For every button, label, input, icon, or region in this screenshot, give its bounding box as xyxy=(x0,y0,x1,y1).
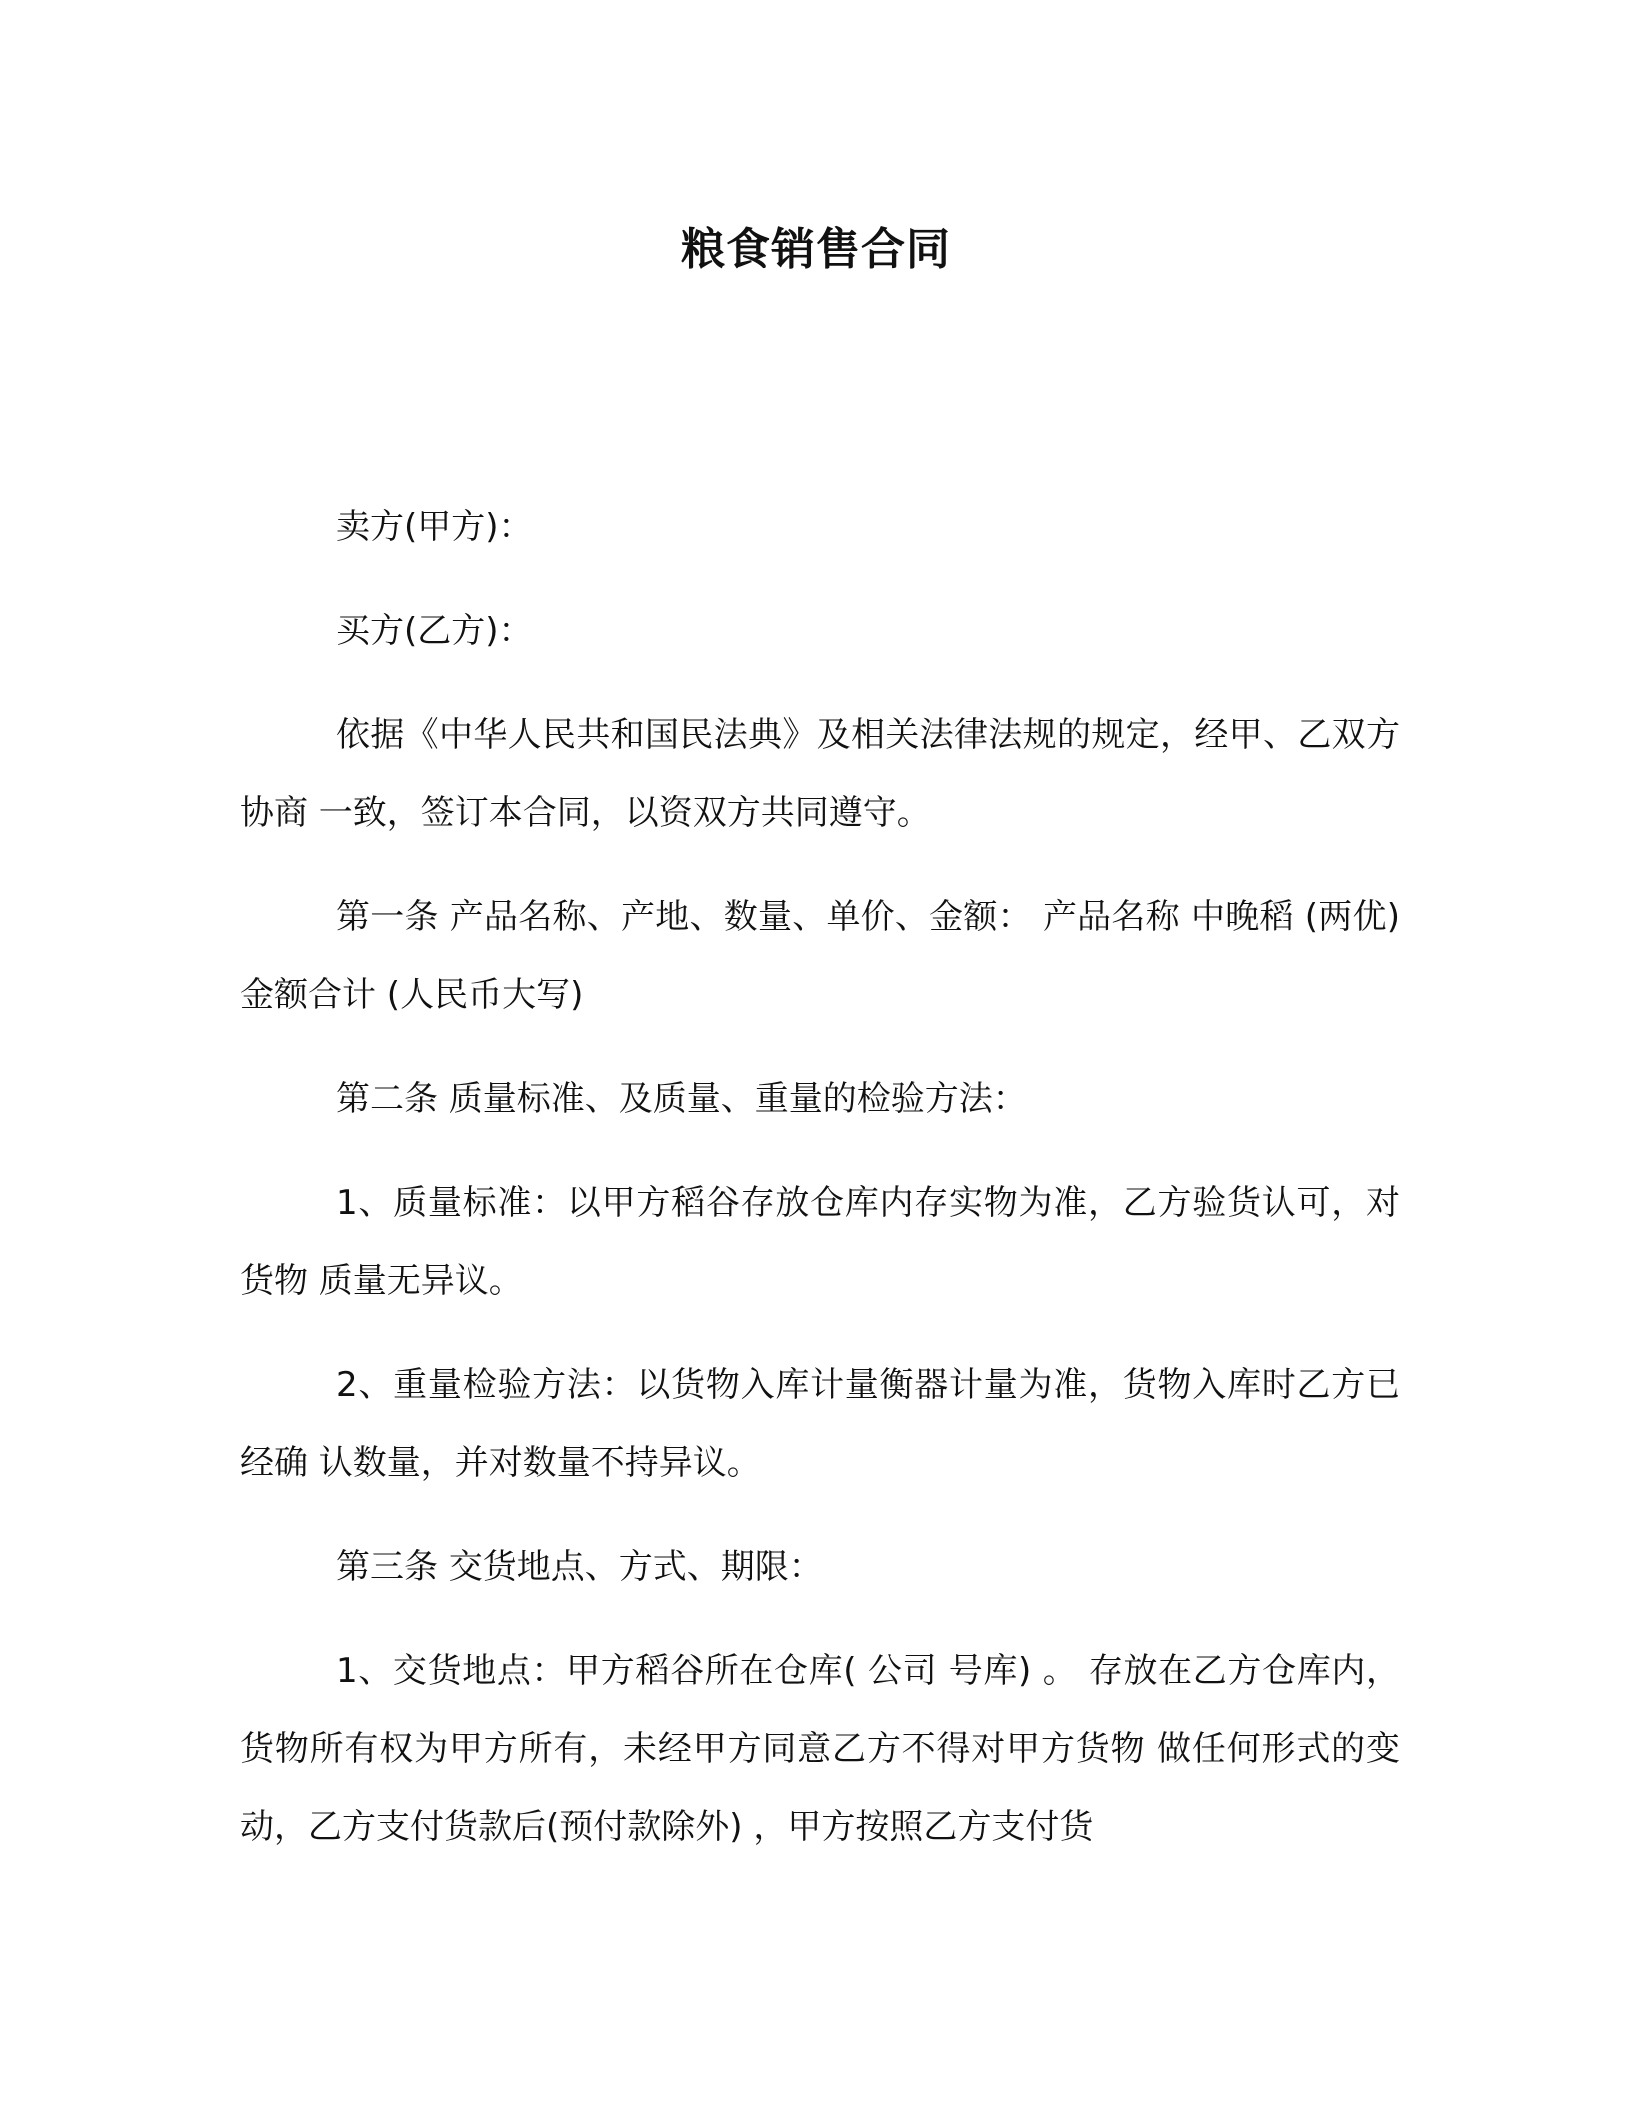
preamble-paragraph: 依据《中华人民共和国民法典》及相关法律法规的规定，经甲、乙双方协商 一致，签订本合同，以资双方共同遵守。 xyxy=(240,715,1400,833)
article-2-item-1: 1、质量标准：以甲方稻谷存放仓库内存实物为准，乙方验货认可，对货物 质量无异议。 xyxy=(240,1183,1400,1301)
document-body xyxy=(240,488,1400,1892)
article-3-item-1: 1、交货地点：甲方稻谷所在仓库( 公司 号库) 。 存放在乙方仓库内， 货物所有权为甲方所有，未经甲方同意乙方不得对甲方货物 做任何形式的变动，乙方支付货款后(预付款除外) ，甲方按照乙方支付货 xyxy=(240,1651,1400,1847)
article-2-item-2: 2、重量检验方法：以货物入库计量衡器计量为准，货物入库时乙方已经确 认数量，并对数量不持异议。 xyxy=(240,1365,1400,1483)
seller-line: 卖方(甲方)： xyxy=(336,507,533,547)
article-1-paragraph: 第一条 产品名称、产地、数量、单价、金额： 产品名称 中晚稻 (两优) 金额合计 (人民币大写) xyxy=(240,897,1400,1015)
article-3-heading: 第三条 交货地点、方式、期限： xyxy=(336,1547,823,1587)
article-2-heading: 第二条 质量标准、及质量、重量的检验方法： xyxy=(336,1079,1027,1119)
document-title: 粮食销售合同 xyxy=(681,224,951,275)
buyer-line: 买方(乙方)： xyxy=(336,611,533,651)
